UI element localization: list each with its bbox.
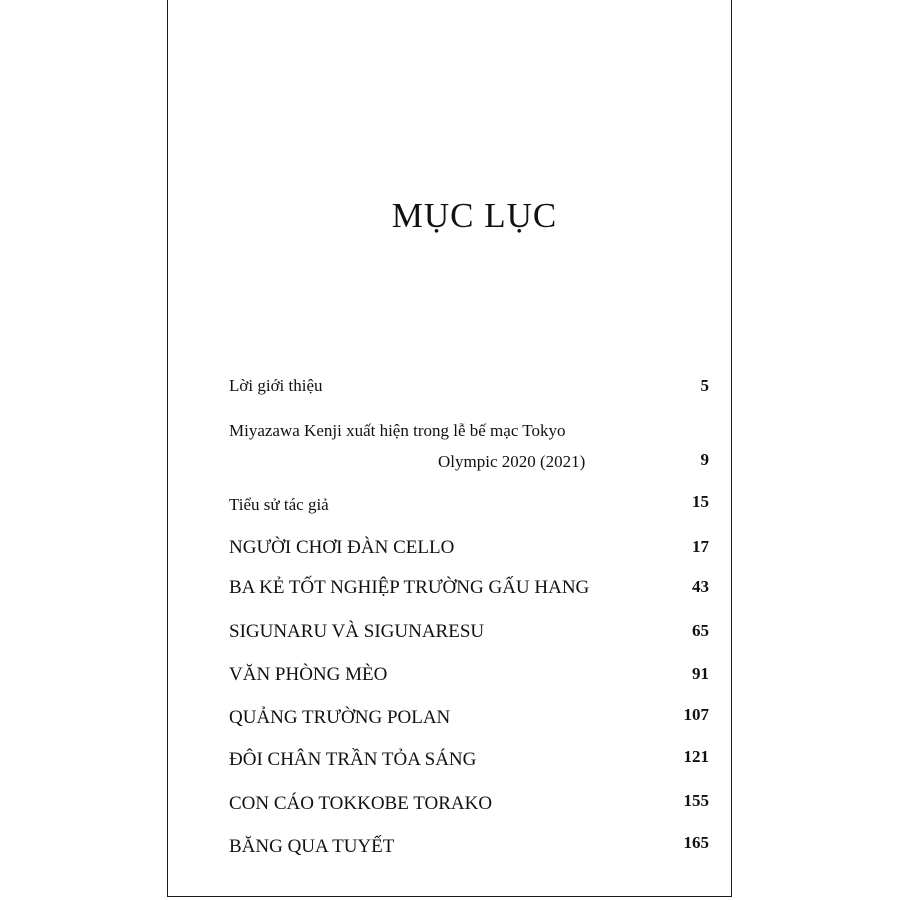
toc-entry-page: 107 <box>683 705 709 724</box>
toc-entry-page: 43 <box>692 577 709 596</box>
toc-entry-page: 15 <box>692 492 709 511</box>
toc-entry-page: 17 <box>692 537 709 556</box>
toc-entry-page: 155 <box>683 791 709 810</box>
toc-entry-label-continued: Olympic 2020 (2021) <box>438 452 586 471</box>
toc-entry-label: QUẢNG TRƯỜNG POLAN <box>229 707 451 728</box>
toc-entry-label: SIGUNARU VÀ SIGUNARESU <box>229 621 485 642</box>
toc-entry-page: 91 <box>692 664 709 683</box>
toc-entry-label: Lời giới thiệu <box>229 376 323 395</box>
toc-entry-label: VĂN PHÒNG MÈO <box>229 664 388 685</box>
toc-entry-label: Miyazawa Kenji xuất hiện trong lễ bế mạc Tokyo <box>229 421 566 440</box>
toc-entry-page: 165 <box>683 833 709 852</box>
toc-entry-page: 9 <box>700 450 709 469</box>
toc-entry-page: 5 <box>700 376 709 395</box>
toc-entry-label: ĐÔI CHÂN TRẦN TỎA SÁNG <box>229 749 477 770</box>
toc-entry-label: BA KẺ TỐT NGHIỆP TRƯỜNG GẤU HANG <box>229 577 590 598</box>
toc-entry-label: NGƯỜI CHƠI ĐÀN CELLO <box>229 537 455 558</box>
page-title: MỤC LỤC <box>391 196 558 235</box>
toc-entry-label: CON CÁO TOKKOBE TORAKO <box>229 793 493 814</box>
toc-entry-label: Tiểu sử tác giả <box>229 495 329 514</box>
toc-entry-page: 65 <box>692 621 709 640</box>
book-page <box>167 0 732 897</box>
toc-entry-page: 121 <box>683 747 709 766</box>
toc-entry-label: BĂNG QUA TUYẾT <box>229 836 395 857</box>
